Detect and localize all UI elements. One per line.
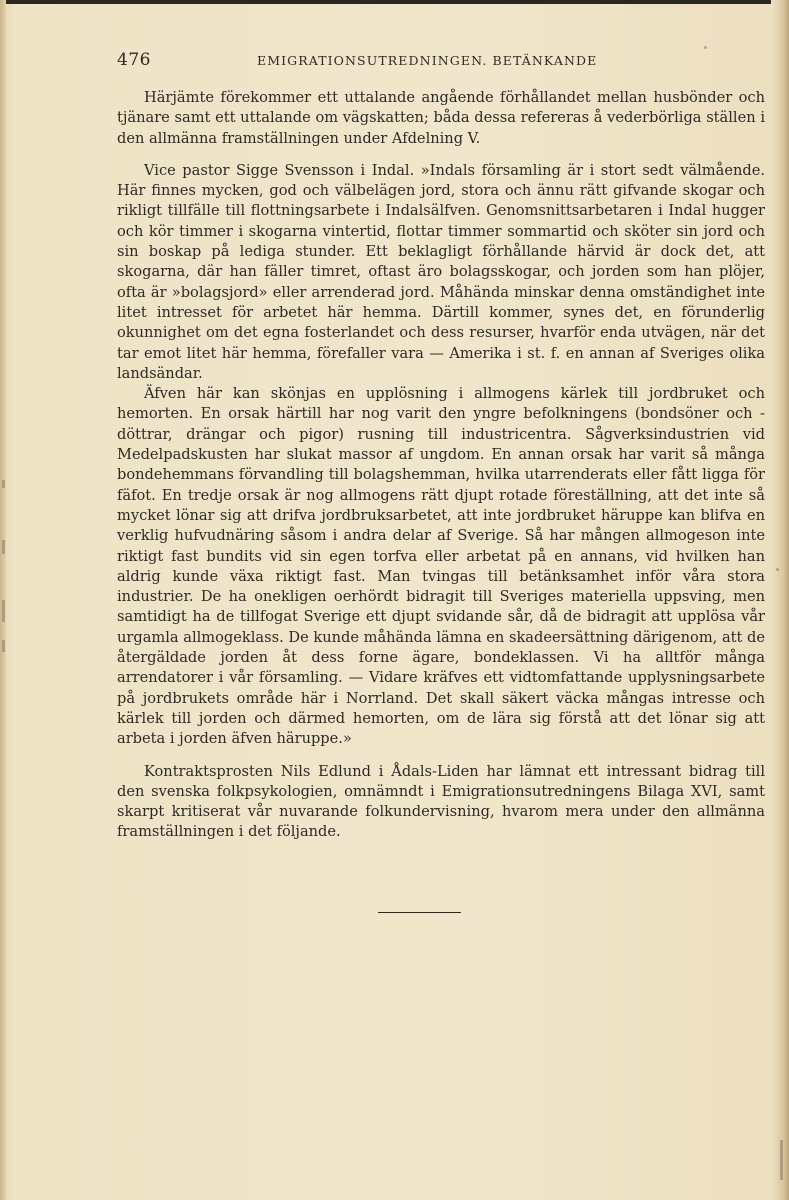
margin-mark <box>2 480 5 488</box>
section-end-rule <box>378 912 461 913</box>
margin-mark <box>780 1140 783 1180</box>
running-title: EMIGRATIONSUTREDNINGEN. BETÄNKANDE <box>257 53 598 68</box>
paragraph: Vice pastor Sigge Svensson i Indal. »Indals församling är i stort sedt välmående. Här finnes mycken, god och välbelägen jord, stora och ännu rätt gifvande skogar och rikligt tillfälle till flottningsarbete i Indalsälfven. Genomsnittsarbetaren i Indal hugger och kör timmer i skogarna vintertid, flottar timmer sommartid och sköter sin jord och sin boskap på lediga stunder. Ett beklagligt förhållande härvid är dock det, att skogarna, där han fäller timret, oftast äro bolagsskogar, och jorden som han plöjer, ofta är »bolagsjord» eller arrenderad jord. Måhända minskar denna omständighet inte litet intresset för arbetet här hemma. Därtill kommer, synes det, en förunderlig okunnighet om det egna fosterlandet och dess resurser, hvarför enda utvägen, när det tar emot litet här hemma, förefaller vara — Amerika i st. f. en annan af Sveriges olika landsändar. <box>117 161 765 382</box>
margin-mark <box>2 640 5 652</box>
margin-mark <box>2 540 5 554</box>
paragraph: Härjämte förekommer ett uttalande angående förhållandet mellan husbönder och tjänare samt ett uttalande om vägskatten; båda dessa refereras å vederbörliga ställen i den allmänna framställningen under Afdelning V. <box>117 89 765 147</box>
body-text <box>117 88 765 855</box>
paragraph: Kontraktsprosten Nils Edlund i Ådals-Liden har lämnat ett intressant bidrag till den svenska folkpsykologien, omnämndt i Emigrationsutredningens Bilaga XVI, samt skarpt kritiserat vår nuvarande folkundervisning, hvarom mera under den allmänna framställningen i det följande. <box>117 762 765 841</box>
margin-mark <box>2 600 5 622</box>
paper-speck <box>704 46 707 49</box>
page-right-edge <box>771 0 789 1200</box>
paper-speck <box>776 568 779 571</box>
paragraph: Äfven här kan skönjas en upplösning i allmogens kärlek till jordbruket och hemorten. En orsak härtill har nog varit den yngre befolkningens (bondsöner och -döttrar, drängar och pigor) rusning till industricentra. Sågverksindustrien vid Medelpadskusten har slukat massor af ungdom. En annan orsak har varit så många bondehemmans förvandling till bolagshemman, hvilka utarrenderats eller fått ligga för fäfot. En tredje orsak är nog allmogens rätt djupt rotade föreställning, att det inte så mycket lönar sig att drifva jordbruksarbetet, att inte jordbruket häruppe kan blifva en verklig hufvudnäring såsom i andra delar af Sverige. Så har mången allmogeson inte riktigt fast bundits vid sin egen torfva eller arbetat på en annans, vid hvilken han aldrig kunde växa riktigt fast. Man tvingas till betänksamhet inför våra stora industrier. De ha onekligen oerhördt bidragit till Sveriges materiella uppsving, men samtidigt ha de tillfogat Sverige ett djupt svidande sår, då de bidragit att upplösa vår urgamla allmogeklass. De kunde måhända lämna en skadeersättning därigenom, att de återgäldade jorden åt dess forne ägare, bondeklassen. Vi ha alltför många arrendatorer i vår församling. — Vidare kräfves ett vidtomfattande upplysningsarbete på jordbrukets område här i Norrland. Det skall säkert väcka mångas intresse och kärlek till jorden och därmed hemorten, om de lära sig förstå att det lönar sig att arbeta i jorden äfven häruppe.» <box>117 385 765 748</box>
page-header <box>117 50 764 72</box>
page-number: 476 <box>117 50 151 70</box>
scan-top-border <box>0 0 789 4</box>
